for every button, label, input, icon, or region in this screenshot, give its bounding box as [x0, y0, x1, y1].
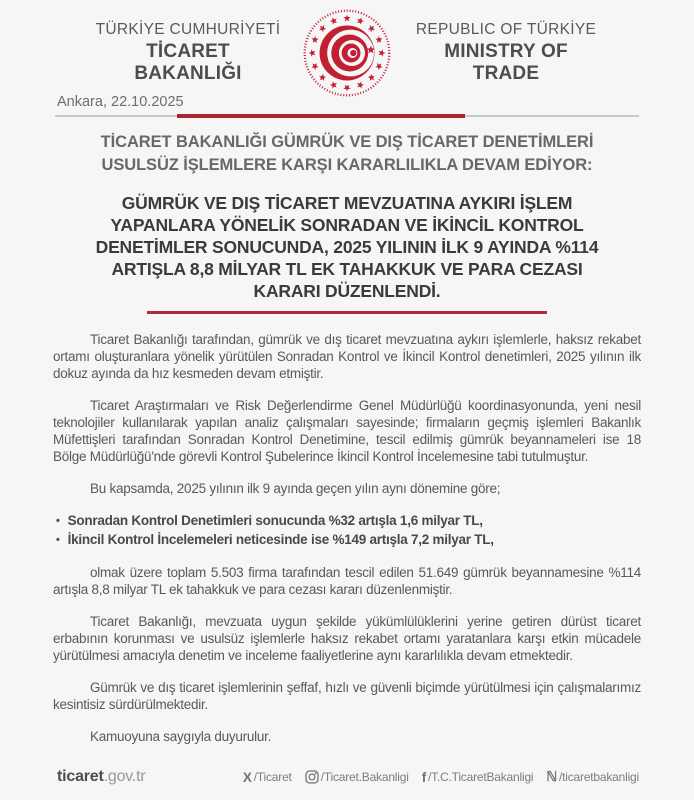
headline-line: ARTIŞLA 8,8 MİLYAR TL EK TAHAKKUK VE PARA CEZASI — [111, 259, 583, 279]
bullet-dot-icon: • — [56, 515, 60, 527]
bullet-dot-icon: • — [56, 533, 60, 546]
bullet-item — [56, 531, 641, 550]
headline-underline — [147, 311, 547, 314]
crescent-emblem-icon — [302, 8, 392, 98]
ministry-name-en — [410, 21, 602, 85]
social-handle: /Ticaret.Bakanligi — [320, 770, 409, 784]
social-link-nsosyal[interactable] — [546, 769, 639, 785]
closing-paragraph: Kamuoyuna saygıyla duyurulur. — [90, 729, 272, 744]
header-divider — [55, 114, 639, 118]
bullet-text: İkincil Kontrol İncelemeleri neticesinde ise %149 artışla 7,2 milyar TL, — [67, 531, 494, 547]
social-handle: /Ticaret — [253, 770, 292, 784]
kicker-line: USULSÜZ İŞLEMLERE KARŞI KARARLILIKLA DEVAM EDİYOR: — [101, 155, 593, 174]
social-handle: /T.C.TicaretBakanligi — [427, 770, 534, 784]
article-body — [53, 331, 641, 745]
x-icon: X — [242, 769, 252, 785]
social-link-x[interactable] — [243, 770, 292, 785]
dateline: Ankara, 22.10.2025 — [57, 94, 184, 110]
ministry-name-tr-line1: TÜRKİYE CUMHURİYETİ — [95, 21, 281, 38]
kicker-line: TİCARET BAKANLIĞI GÜMRÜK VE DIŞ TİCARET DENETİMLERİ — [100, 133, 594, 151]
ministry-name-tr-line2: TİCARET BAKANLIĞI — [134, 41, 242, 84]
kicker-title — [0, 131, 694, 176]
paragraph: Ticaret Bakanlığı, mevzuata uygun şekilde yükümlülüklerini yerine getiren dürüst ticaret erbabının korunması ve usulsüz işlemlerle haksız rekabet ortamı yaratanlara karşı etkin mücadele yürütülmesi amacıyla denetim ve inceleme faaliyetlerine aynı kararlılıkla devam etmektedir. — [53, 614, 641, 663]
divider-red-accent — [177, 114, 465, 118]
header — [0, 0, 694, 98]
bullet-item — [56, 512, 641, 531]
social-link-facebook[interactable] — [422, 770, 534, 785]
ministry-name-en-line2: MINISTRY OF TRADE — [444, 41, 568, 84]
site-link[interactable] — [57, 768, 146, 786]
headline-line: GÜMRÜK VE DIŞ TİCARET MEVZUATINA AYKIRI İŞLEM — [121, 193, 573, 213]
headline-line: KARARI DÜZENLENDİ. — [253, 281, 441, 301]
site-link-bold: ticaret — [57, 768, 104, 785]
social-handle: /ticaretbakanligi — [559, 770, 639, 784]
paragraph: olmak üzere toplam 5.503 firma tarafından tescil edilen 51.649 gümrük beyannamesine %114 artışla 8,8 milyar TL ek tahakkuk ve para cezası kararı düzenlenmiştir. — [53, 565, 641, 597]
paragraph: Bu kapsamda, 2025 yılının ilk 9 ayında geçen yılın aynı dönemine göre; — [90, 481, 501, 496]
ministry-name-en-line1: REPUBLIC OF TÜRKİYE — [415, 21, 597, 38]
ministry-logo — [302, 8, 392, 98]
social-link-instagram[interactable] — [305, 770, 409, 784]
headline-line: YAPANLARA YÖNELİK SONRADAN VE İKİNCİL KONTROL — [110, 215, 584, 235]
headline-line: DENETİMLER SONUCUNDA, 2025 YILININ İLK 9 AYINDA %114 — [95, 237, 599, 257]
bullet-list — [56, 512, 641, 549]
instagram-icon — [305, 770, 319, 784]
paragraph: Gümrük ve dış ticaret işlemlerinin şeffaf, hızlı ve güvenli biçimde yürütülmesi için çalışmalarımız kesintisiz sürdürülmektedir. — [53, 680, 641, 712]
headline — [0, 192, 694, 302]
nsosyal-icon: ℕ — [546, 769, 558, 784]
social-links — [243, 769, 639, 785]
footer — [57, 768, 639, 786]
site-link-rest: .gov.tr — [103, 768, 146, 785]
ministry-name-tr — [92, 21, 284, 85]
paragraph: Ticaret Araştırmaları ve Risk Değerlendirme Genel Müdürlüğü koordinasyonunda, yeni nesil teknolojiler kullanılarak yapılan analiz çalışmaları sayesinde; firmaların geçmiş işlemleri Bakanlık Müfettişleri tarafından Sonradan Kontrol Denetimine, tescil edilmiş gümrük beyannameleri ise 18 Bölge Müdürlüğü'nde görevli Kontrol Şubelerince İkincil Kontrol İncelemesine tabi tutulmuştur. — [53, 398, 641, 464]
facebook-icon: f — [421, 769, 426, 785]
bullet-text: Sonradan Kontrol Denetimleri sonucunda %32 artışla 1,6 milyar TL, — [67, 513, 483, 528]
paragraph: Ticaret Bakanlığı tarafından, gümrük ve dış ticaret mevzuatına aykırı işlemlerle, haksız rekabet ortamı oluşturanlara yönelik yürütülen Sonradan Kontrol ve İkincil Kontrol denetimleri, 2025 yılının ilk dokuz ayında da hız kesmeden devam etmiştir. — [53, 332, 641, 381]
